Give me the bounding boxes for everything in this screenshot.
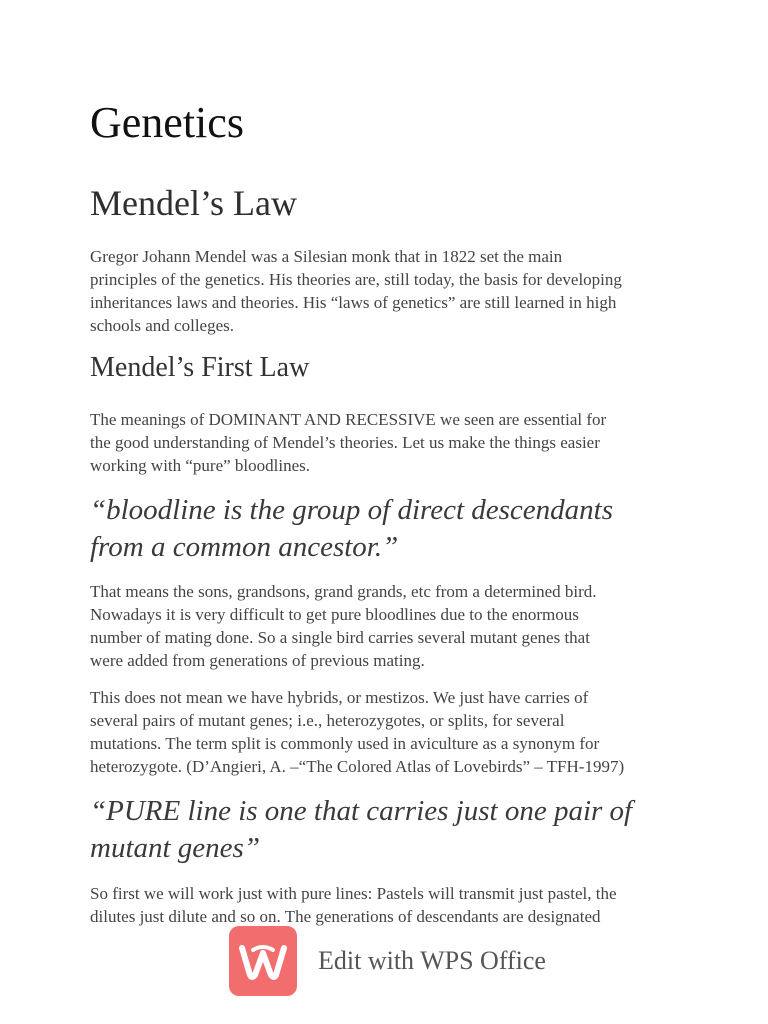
text-line: several pairs of mutant genes; i.e., heterozygotes, or splits, for several [90, 711, 565, 730]
text-line: This does not mean we have hybrids, or mestizos. We just have carries of [90, 688, 589, 707]
pure-line-definition-quote [90, 793, 632, 867]
descendants-paragraph [90, 580, 690, 672]
heterozygote-paragraph [90, 686, 690, 778]
bloodline-definition-quote [90, 492, 613, 566]
text-line: the good understanding of Mendel’s theories. Let us make the things easier [90, 433, 600, 452]
text-line: That means the sons, grandsons, grand grands, etc from a determined bird. [90, 582, 597, 601]
wps-logo-icon[interactable] [229, 926, 297, 996]
quote-line: “bloodline is the group of direct descendants [90, 494, 614, 526]
text-line: So first we will work just with pure lines: Pastels will transmit just pastel, the [90, 884, 617, 903]
section-heading-mendels-law: Mendel’s Law [90, 183, 297, 223]
quote-line: mutant genes” [90, 832, 260, 864]
text-line: working with “pure” bloodlines. [90, 456, 311, 475]
text-line: heterozygote. (D’Angieri, A. –“The Colored Atlas of Lovebirds” – TFH-1997) [90, 757, 625, 776]
wps-edit-banner[interactable] [229, 926, 546, 996]
pure-lines-paragraph [90, 882, 690, 928]
edit-with-wps-link[interactable]: Edit with WPS Office [318, 946, 546, 975]
text-line: Gregor Johann Mendel was a Silesian monk that in 1822 set the main [90, 247, 563, 266]
text-line: Nowadays it is very difficult to get pure bloodlines due to the enormous [90, 605, 579, 624]
text-line: mutations. The term split is commonly used in aviculture as a synonym for [90, 734, 600, 753]
text-line: dilutes just dilute and so on. The generations of descendants are designated [90, 907, 601, 926]
text-line: number of mating done. So a single bird carries several mutant genes that [90, 628, 590, 647]
text-line: inheritances laws and theories. His “laws of genetics” are still learned in high [90, 293, 617, 312]
first-law-paragraph [90, 408, 690, 477]
text-line: were added from generations of previous mating. [90, 651, 425, 670]
text-line: The meanings of DOMINANT AND RECESSIVE we seen are essential for [90, 410, 607, 429]
document-title: Genetics [90, 98, 244, 147]
quote-line: from a common ancestor.” [90, 531, 399, 563]
intro-paragraph [90, 245, 690, 337]
text-line: schools and colleges. [90, 316, 234, 335]
subsection-heading-first-law: Mendel’s First Law [90, 352, 310, 383]
text-line: principles of the genetics. His theories are, still today, the basis for developing [90, 270, 622, 289]
quote-line: “PURE line is one that carries just one pair of [90, 795, 633, 827]
